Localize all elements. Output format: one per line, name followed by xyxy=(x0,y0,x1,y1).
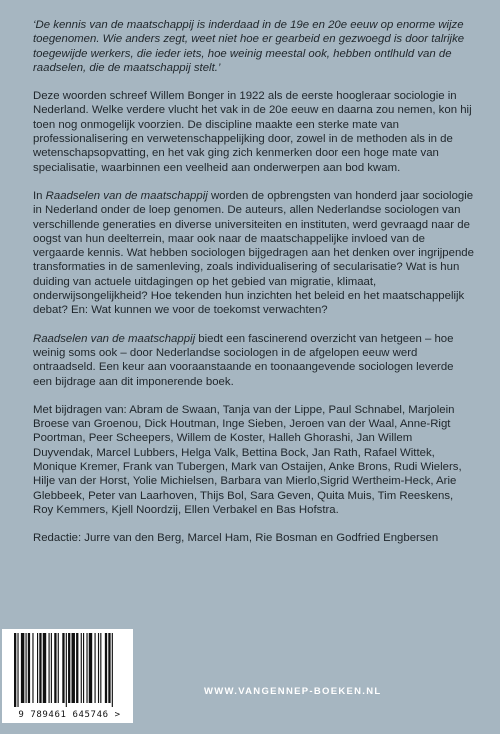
barcode-bar xyxy=(105,633,107,703)
barcode-bar xyxy=(43,633,46,703)
barcode-bar xyxy=(112,633,113,707)
contributors-list: Met bijdragen van: Abram de Swaan, Tanja van der Lippe, Paul Schnabel, Marjolein Broese van Groenou, Dick Houtman, Inge Sieben, Jeroen van der Waal, Anne-Rigt Poortman, Peer Scheepers, Willem de Koster, Halleh Ghorashi, Jan Willem Duyvendak, Marcel Lubbers, Helga Valk, Bettina Bock, Jan Rath, Rafael Wittek, Monique Kremer, Frank van Tubergen, Mark van Ostaijen, Anke Brons, Rudi Wielers, Hilje van der Horst, Yolie Michielsen, Barbara van Mierlo,Sigrid Wertheim-Heck, Arie Glebbeek, Peter van Laarhoven, Thijs Bol, Sara Geven, Quita Muis, Tim Reeskens, Roy Kemmers, Kjell Noordzij, Ellen Verbakel en Bas Hofstra. xyxy=(33,403,462,516)
barcode-bar xyxy=(49,633,50,703)
back-cover-text xyxy=(33,18,475,560)
paragraph-description-text: worden de opbrengsten van honderd jaar sociologie in Nederland onder de loep genomen. De auteurs, allen Nederlandse sociologen van verschillende generaties en diverse universiteiten en instituten, werd gevraagd naar de oogst van hun deelterrein, maar ook naar de maatschappelijke invloed van de vergaarde kennis. Wat hebben sociologen bijgedragen aan het denken over ingrijpende transformaties in de samenleving, zoals individualisering of secularisatie? Wat is hun duiding van actuele uitdagingen op het gebied van migratie, klimaat, onderwijsongelijkheid? Hoe tekenden hun inzichten het beleid en het maatschappelijk debat? En: Wat kunnen we voor de toekomst verwachten? xyxy=(33,189,474,317)
barcode-bar xyxy=(108,633,110,703)
publisher-website: WWW.VANGENNEP-BOEKEN.NL xyxy=(204,686,382,697)
barcode-bar xyxy=(98,633,99,703)
barcode-bar xyxy=(28,633,30,703)
opening-quote: ‘De kennis van de maatschappij is inderdaad in de 19e en 20e eeuw op enorme wijze toegenomen. Wie anders zegt, weet niet hoe er gearbeid en gezwoegd is door talrijke toegewijde werkers, die ieder iets, hoe weinig meestal ook, hebben ontlhuld van de raadselen, die de maatschappij stelt.’ xyxy=(33,19,465,74)
barcode-bars xyxy=(2,629,133,709)
barcode-bar xyxy=(32,633,33,703)
barcode-bar xyxy=(58,633,59,703)
barcode-bar xyxy=(62,633,64,703)
paragraph-prefix: In xyxy=(33,189,46,202)
barcode-bar xyxy=(37,633,38,703)
barcode-bar xyxy=(68,633,70,703)
barcode-number: 9 789461 645746 > xyxy=(18,710,121,720)
barcode-bar xyxy=(17,633,18,707)
barcode-bar xyxy=(14,633,16,707)
book-title-inline-2: Raadselen van de maatschappij xyxy=(33,332,196,345)
paragraph-history: Deze woorden schreef Willem Bonger in 1922 als de eerste hoogleraar sociologie in Nederland. Welke verdere vlucht het vak in de 20e eeuw en daarna zou nemen, kon hij toen nog onmogelijk voorzien. De discipline maakte een sterke mate van professionalisering en verwetenschappelijking door, zowel in de methoden als in de wetenschapsopvatting, en het vak ging zich kenmerken door een hoge mate van specialisatie, waarbinnen een veelheid aan onderwerpen aan bod kwam. xyxy=(33,90,472,174)
barcode-bar xyxy=(83,633,84,703)
barcode-bar xyxy=(54,633,56,703)
isbn-barcode xyxy=(2,629,133,723)
barcode-bar xyxy=(26,633,27,703)
paragraph-book-description xyxy=(33,189,475,318)
barcode-bar xyxy=(86,633,87,703)
barcode-bar xyxy=(89,633,92,703)
book-title-inline: Raadselen van de maatschappij xyxy=(45,189,208,202)
barcode-bar xyxy=(21,633,24,703)
barcode-bar xyxy=(51,633,52,703)
barcode-bar xyxy=(100,633,101,703)
barcode-bar xyxy=(72,633,75,703)
paragraph-overview xyxy=(33,332,475,389)
barcode-bar xyxy=(81,633,82,703)
editors-line: Redactie: Jurre van den Berg, Marcel Ham, Rie Bosman en Godfried Engbersen xyxy=(33,532,439,545)
barcode-bar xyxy=(66,633,67,707)
barcode-bar xyxy=(39,633,41,703)
barcode-bar xyxy=(76,633,78,703)
paragraph-overview-text: biedt een fascinerend overzicht van hetgeen – hoe weinig soms ook – door Nederlandse sociologen in de afgelopen eeuw werd ontraadseld. Een keur aan vooraanstaande en toonaangevende sociologen leverde een bijdrage aan dit imponerende boek. xyxy=(33,332,454,388)
barcode-bar xyxy=(95,633,96,703)
